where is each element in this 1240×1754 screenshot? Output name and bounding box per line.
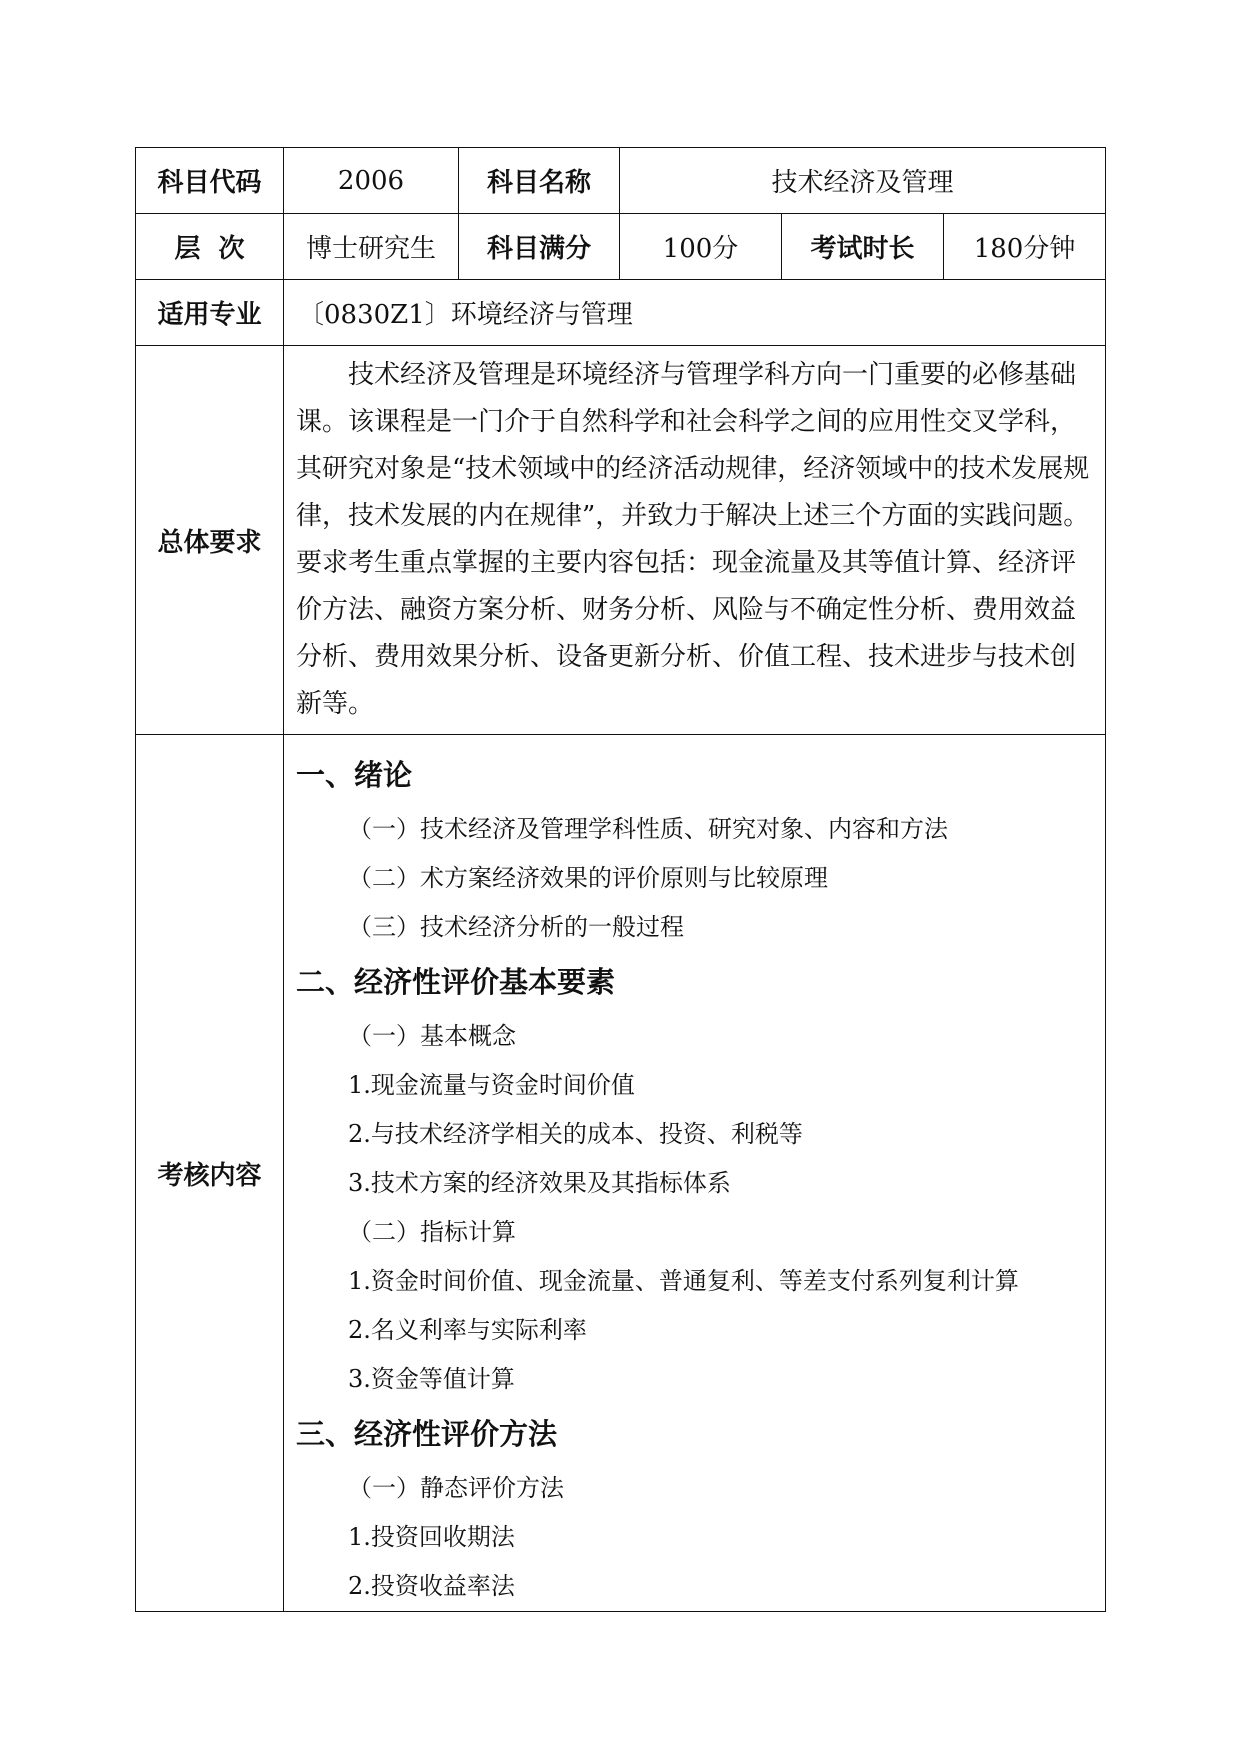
subject-name-value: 技术经济及管理 <box>620 148 1106 214</box>
major-label: 适用专业 <box>136 280 284 346</box>
list-item: 2.名义利率与实际利率 <box>348 1316 587 1344</box>
row-level <box>136 214 1106 280</box>
list-item: 1.资金时间价值、现金流量、普通复利、等差支付系列复利计算 <box>348 1267 1019 1295</box>
major-value: 〔0830Z1〕环境经济与管理 <box>284 280 1106 346</box>
list-item: 1.现金流量与资金时间价值 <box>348 1071 635 1099</box>
level-label: 层 次 <box>136 214 284 280</box>
subject-name-label: 科目名称 <box>459 148 620 214</box>
exam-syllabus-table <box>135 147 1106 1612</box>
level-value: 博士研究生 <box>284 214 459 280</box>
subsection-item: （二）指标计算 <box>348 1218 516 1246</box>
section-heading: 三、经济性评价方法 <box>296 1417 558 1451</box>
subsection-item: （三）技术经济分析的一般过程 <box>348 913 684 941</box>
row-subject <box>136 148 1106 214</box>
row-overall <box>136 346 1106 735</box>
exam-content-label: 考核内容 <box>136 735 284 1612</box>
list-item: 2.投资收益率法 <box>348 1572 515 1600</box>
exam-content-body <box>284 735 1106 1612</box>
subsection-item: （二）术方案经济效果的评价原则与比较原理 <box>348 864 828 892</box>
list-item: 1.投资回收期法 <box>348 1523 515 1551</box>
full-score-label: 科目满分 <box>459 214 620 280</box>
full-score-value: 100分 <box>620 214 782 280</box>
subject-code-label: 科目代码 <box>136 148 284 214</box>
subject-code-value: 2006 <box>284 148 459 214</box>
list-item: 2.与技术经济学相关的成本、投资、利税等 <box>348 1120 803 1148</box>
row-content <box>136 735 1106 1612</box>
row-major <box>136 280 1106 346</box>
list-item: 3.技术方案的经济效果及其指标体系 <box>348 1169 731 1197</box>
section-heading: 一、绪论 <box>296 758 413 792</box>
exam-duration-value: 180分钟 <box>944 214 1106 280</box>
subsection-item: （一）基本概念 <box>348 1022 516 1050</box>
list-item: 3.资金等值计算 <box>348 1365 515 1393</box>
subsection-item: （一）技术经济及管理学科性质、研究对象、内容和方法 <box>348 815 948 843</box>
section-heading: 二、经济性评价基本要素 <box>296 965 616 999</box>
subsection-item: （一）静态评价方法 <box>348 1474 564 1502</box>
overall-requirements-label: 总体要求 <box>136 346 284 735</box>
overall-requirements-text: 技术经济及管理是环境经济与管理学科方向一门重要的必修基础课。该课程是一门介于自然科学和社会科学之间的应用性交叉学科，其研究对象是“技术领域中的经济活动规律，经济领域中的技术发展规律，技术发展的内在规律”，并致力于解决上述三个方面的实践问题。要求考生重点掌握的主要内容包括：现金流量及其等值计算、经济评价方法、融资方案分析、财务分析、风险与不确定性分析、费用效益分析、费用效果分析、设备更新分析、价值工程、技术进步与技术创新等。 <box>284 346 1106 735</box>
exam-duration-label: 考试时长 <box>782 214 944 280</box>
